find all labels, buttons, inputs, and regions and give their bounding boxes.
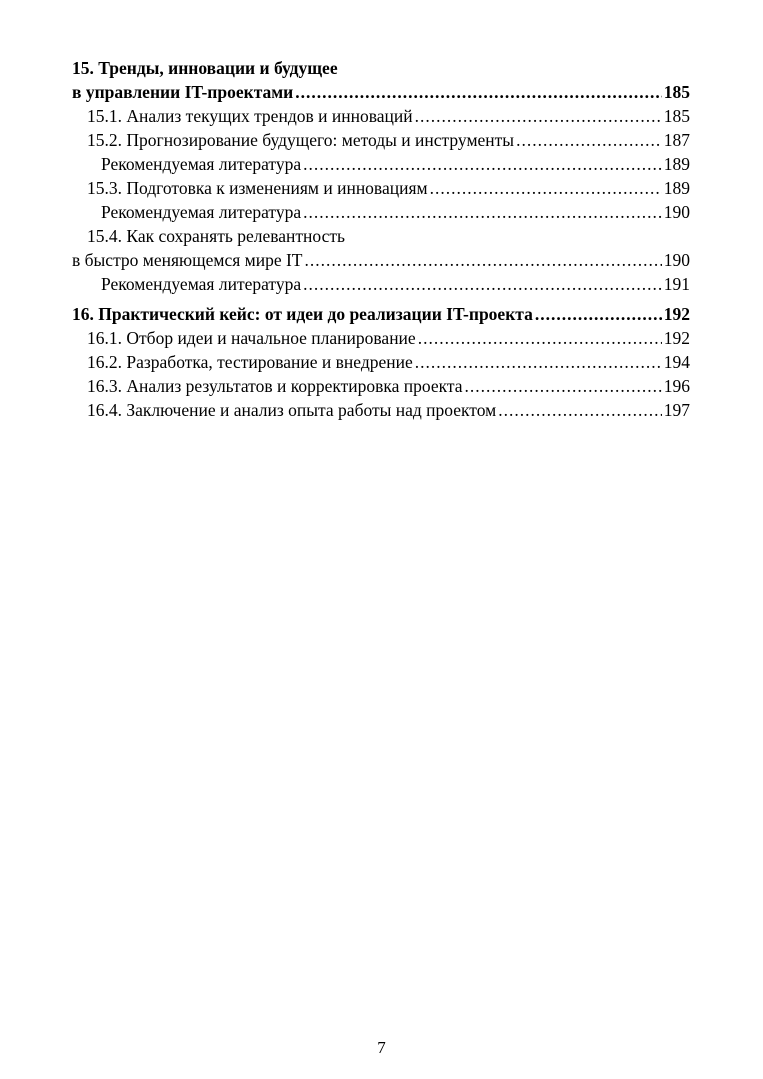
toc-item-16-3[interactable] <box>72 374 690 398</box>
toc-chapter-15-page: 185 <box>663 82 690 102</box>
toc-item-16-1[interactable] <box>72 326 690 350</box>
toc-item-page: 197 <box>663 400 690 420</box>
dot-leader <box>465 374 662 398</box>
dot-leader <box>303 272 662 296</box>
toc-chapter-16[interactable] <box>72 302 690 326</box>
toc-item-page: 190 <box>663 250 690 270</box>
toc-item-15-4-title-line1: 15.4. Как сохранять релевантность <box>87 226 346 246</box>
dot-leader <box>415 104 662 128</box>
dot-leader <box>516 128 662 152</box>
dot-leader <box>295 80 661 104</box>
toc-item-page: 196 <box>663 376 690 396</box>
toc-item-page: 190 <box>663 202 690 222</box>
toc-item-16-4[interactable] <box>72 398 690 422</box>
toc-item-title: 15.1. Анализ текущих трендов и инноваций <box>87 106 413 126</box>
table-of-contents <box>72 56 690 422</box>
toc-chapter-15-title-line1: 15. Тренды, инновации и будущее <box>72 58 338 78</box>
toc-item-15-2[interactable] <box>72 128 690 152</box>
dot-leader <box>415 350 662 374</box>
toc-item-title: 15.3. Подготовка к изменениям и инновациям <box>87 178 428 198</box>
toc-item-page: 185 <box>663 106 690 126</box>
toc-item-title: 15.2. Прогнозирование будущего: методы и инструменты <box>87 130 515 150</box>
dot-leader <box>418 326 662 350</box>
toc-chapter-15-entry[interactable] <box>72 80 690 104</box>
toc-item-title: 16.1. Отбор идеи и начальное планирование <box>87 328 416 348</box>
toc-item-15-3[interactable] <box>72 176 690 200</box>
toc-item-page: 191 <box>663 274 690 294</box>
toc-item-16-2[interactable] <box>72 350 690 374</box>
toc-item-15-3-literature[interactable] <box>72 200 690 224</box>
dot-leader <box>303 152 662 176</box>
dot-leader <box>303 200 662 224</box>
toc-chapter-16-page: 192 <box>663 304 690 324</box>
toc-item-title: в быстро меняющемся мире IT <box>72 250 303 270</box>
toc-item-title: 16.4. Заключение и анализ опыта работы над проектом <box>87 400 497 420</box>
toc-chapter-16-title: 16. Практический кейс: от идеи до реализации IT-проекта <box>72 304 533 324</box>
toc-item-title: Рекомендуемая литература <box>101 202 302 222</box>
toc-item-title: 16.3. Анализ результатов и корректировка проекта <box>87 376 463 396</box>
toc-item-page: 187 <box>663 130 690 150</box>
dot-leader <box>305 248 662 272</box>
toc-item-15-4-literature[interactable] <box>72 272 690 296</box>
toc-chapter-15 <box>72 56 690 104</box>
toc-item-page: 189 <box>663 178 690 198</box>
toc-item-page: 189 <box>663 154 690 174</box>
toc-item-15-2-literature[interactable] <box>72 152 690 176</box>
toc-item-page: 192 <box>663 328 690 348</box>
toc-item-title: Рекомендуемая литература <box>101 274 302 294</box>
toc-item-15-4[interactable] <box>72 248 690 272</box>
dot-leader <box>498 398 662 422</box>
toc-item-page: 194 <box>663 352 690 372</box>
dot-leader <box>430 176 662 200</box>
toc-item-title: 16.2. Разработка, тестирование и внедрение <box>87 352 413 372</box>
dot-leader <box>535 302 662 326</box>
toc-item-title: Рекомендуемая литература <box>101 154 302 174</box>
toc-chapter-15-title-line2: в управлении IT-проектами <box>72 82 294 102</box>
page-number: 7 <box>377 1038 386 1057</box>
toc-item-15-1[interactable] <box>72 104 690 128</box>
